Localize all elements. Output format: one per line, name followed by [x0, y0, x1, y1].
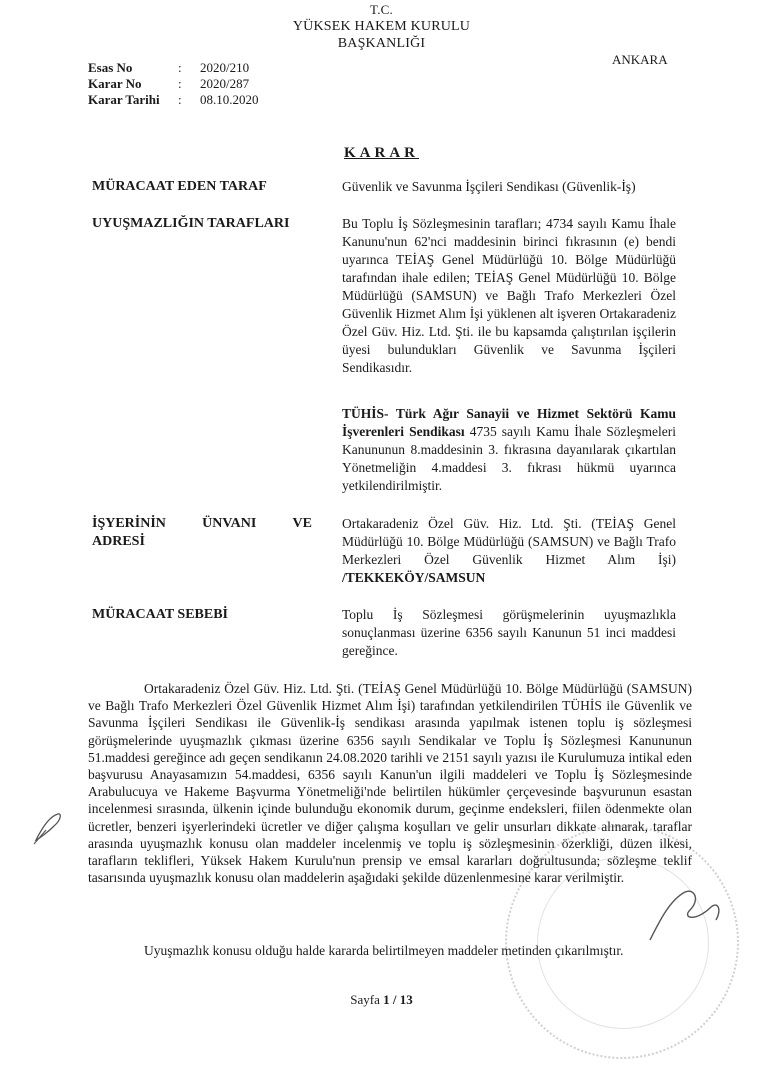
workplace-text	[342, 515, 676, 587]
workplace-label-line	[92, 515, 312, 533]
karar-label: Karar No	[88, 76, 142, 91]
reason-label: MÜRACAAT SEBEBİ	[92, 607, 229, 622]
tarih-value: 08.10.2020	[200, 92, 259, 107]
applicant-text: Güvenlik ve Savunma İşçileri Sendikası (Güvenlik-İş)	[342, 179, 636, 194]
workplace-name: Ortakaradeniz Özel Güv. Hiz. Ltd. Şti. (TEİAŞ Genel Müdürlüğü 10. Bölge Müdürlüğü (SAMSUN) ve Bağlı Trafo Merkezleri Özel Güvenlik Hizmet Alım İşi)	[342, 516, 676, 567]
workplace-label-word: ADRESİ	[92, 534, 145, 549]
header-presidency: BAŞKANLIĞI	[337, 36, 426, 51]
parties-label: UYUŞMAZLIĞIN TARAFLARI	[92, 216, 290, 231]
page-total: 13	[399, 992, 413, 1007]
workplace-label	[92, 515, 312, 551]
esas-label: Esas No	[88, 60, 133, 75]
initial-signature-left	[28, 808, 68, 848]
meta-row-esas	[88, 60, 259, 76]
tuhis-paragraph	[342, 405, 676, 495]
workplace-label-word: VE	[292, 516, 312, 531]
city-label: ANKARA	[612, 52, 668, 67]
body-paragraph-1: Ortakaradeniz Özel Güv. Hiz. Ltd. Şti. (TEİAŞ Genel Müdürlüğü 10. Bölge Müdürlüğü (SAMSUN) ve Bağlı Trafo Merkezleri Özel Güvenlik Hizmet Alım İşi) tarafından yetkilendirilen TÜHİS ile Güvenlik ve Savunma İşçileri Sendikası ile Güvenlik-İş sendikası arasında yapılmak istenen toplu iş sözleşmesi görüşmelerinde uyuşmazlık çıkması üzerine 6356 sayılı Sendikalar ve Toplu İş Sözleşmesi Kanununun 51.maddesi gereğince adı geçen sendikanın 24.08.2020 tarihli ve 2151 sayılı yazısı ile Kurulumuza intikal eden başvurusu Anayasamızın 54.maddesi, 6356 sayılı Kanun'un ilgili maddeleri ve Toplu İş Sözleşmesinde Arabulucuya ve Hakeme Başvurma Yönetmeliği'nde belirtilen hükümler çerçevesinde başvurunun esastan incelenmesi sırasında, ülkenin içinde bulunduğu ekonomik durum, geçinme endeksleri, fiilen ödenmekte olan ücretler, benzeri işyerlerindeki ücretler ve diğer çalışma koşulları ve gelir unsurları dikkate alınarak, taraflar arasında uyuşmazlık konusu olan maddeler incelenmiş ve toplu iş sözleşmesinin özerkliği, düzen ilkesi, tarafların teklifleri, Yüksek Hakem Kurulu'nun prensip ve emsal kararları doğrultusunda; sözleşme teklif tasarısında uyuşmazlık konusu olan maddelerin aşağıdaki şekilde düzenlenmesine karar verilmiştir.	[88, 681, 692, 886]
header-tc: T.C.	[370, 2, 393, 17]
meta-row-tarih	[88, 92, 259, 108]
karar-value: 2020/287	[200, 76, 250, 91]
page-prefix: Sayfa	[350, 992, 384, 1007]
signature-right	[640, 880, 730, 950]
colon: :	[178, 76, 182, 91]
colon: :	[178, 92, 182, 107]
case-meta	[88, 60, 259, 108]
document-title: KARAR	[344, 145, 419, 161]
workplace-label-word: İŞYERİNİN	[92, 516, 166, 531]
page-current: 1	[383, 992, 390, 1007]
tarih-label: Karar Tarihi	[88, 92, 160, 107]
header-institution: YÜKSEK HAKEM KURULU	[292, 19, 471, 34]
meta-row-karar	[88, 76, 259, 92]
page-separator: /	[389, 992, 400, 1007]
parties-text: Bu Toplu İş Sözleşmesinin tarafları; 4734 sayılı Kamu İhale Kanunu'nun 62'nci maddesinin birinci fıkrasının (e) bendi uyarınca TEİAŞ Genel Müdürlüğü 10. Bölge Müdürlüğü tarafından ihale edilen; TEİAŞ Genel Müdürlüğü 10. Bölge Müdürlüğü (SAMSUN) ve Bağlı Trafo Merkezleri Özel Güvenlik Hizmet Alım İşi yüklenen alt işveren Ortakaradeniz Özel Güv. Hiz. Ltd. Şti. ile bu kapsamda çalıştırılan işçilerin üyesi bulundukları Güvenlik ve Savunma İşçileri Sendikasıdır.	[342, 216, 676, 375]
applicant-label: MÜRACAAT EDEN TARAF	[92, 179, 267, 194]
workplace-label-word: ÜNVANI	[202, 516, 257, 531]
workplace-address: /TEKKEKÖY/SAMSUN	[342, 570, 486, 585]
esas-value: 2020/210	[200, 60, 250, 75]
reason-text: Toplu İş Sözleşmesi görüşmelerinin uyuşmazlıkla sonuçlanması üzerine 6356 sayılı Kanunun 51 inci maddesi gereğince.	[342, 607, 676, 658]
tuhis-name: TÜHİS- Türk Ağır Sanayii ve Hizmet Sektörü Kamu İşverenleri Sendikası	[342, 406, 676, 439]
colon: :	[178, 60, 182, 75]
tuhis-authorization: 4735 sayılı Kamu İhale Sözleşmeleri Kanununun 8.maddesinin 3. fıkrasına dayanılarak çıkartılan Yönetmeliğin 4.maddesi 3. fıkrası hükmü uyarınca yetkilendirilmiştir.	[342, 424, 677, 493]
body-paragraph-2: Uyuşmazlık konusu olduğu halde kararda belirtilmeyen maddeler metinden çıkarılmıştır.	[144, 943, 624, 958]
